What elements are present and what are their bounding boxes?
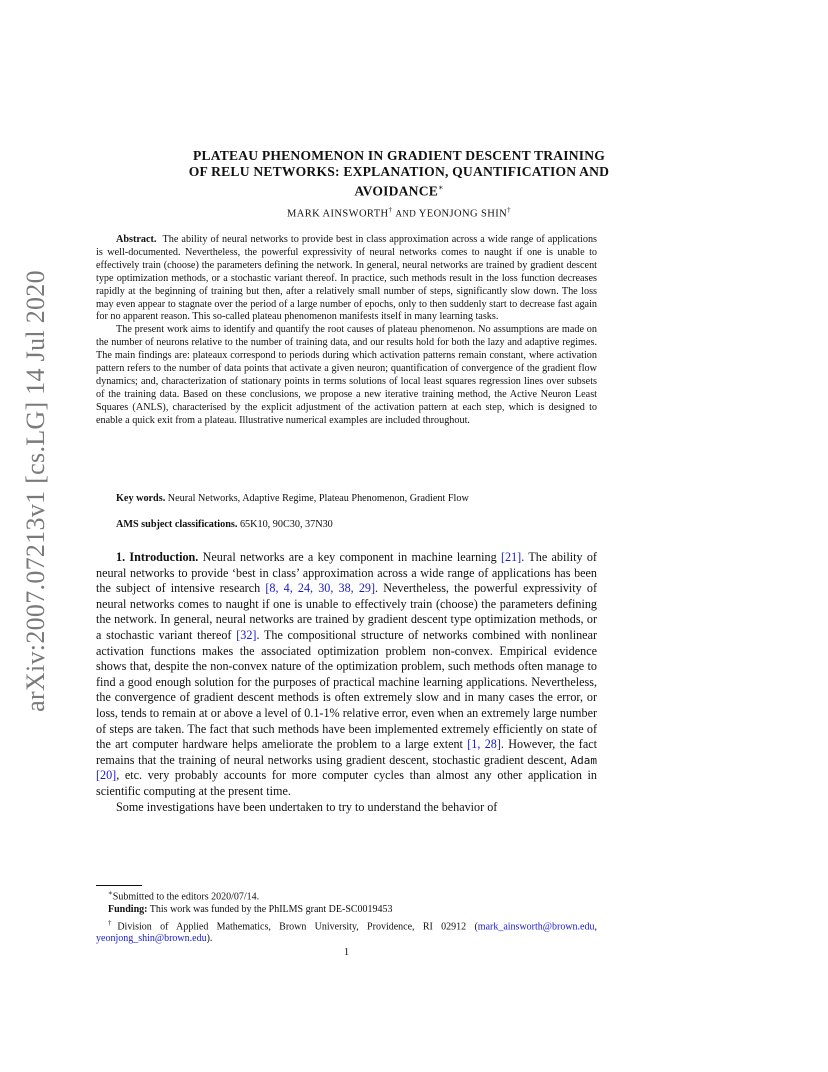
- page-number: 1: [343, 947, 350, 958]
- abstract: [96, 234, 597, 428]
- abstract-text-1: The ability of neural networks to provide best in class approximation across a wide range of applications is well-documented. Nevertheless, the powerful expressivity of neural networks comes to naught if one is unable to effectively train (choose) the parameters defining the network. In general, neural networks are trained by gradient descent type optimization methods, or a stochastic variant thereof. In practice, such methods result in the loss function decreases rapidly at the beginning of training but then, after a relatively small number of steps, significantly slow down. The loss may even appear to stagnate over the period of a large number of epochs, only to then suddenly start to decrease fast again for no apparent reason. This so-called plateau phenomenon manifests itself in many learning tasks.: [96, 234, 598, 323]
- abstract-paragraph-1: [96, 234, 597, 324]
- intro-paragraph-2: Some investigations have been undertaken to try to understand the behavior of: [116, 799, 498, 814]
- intro-text-2: . The ability of neural networks to provide ‘best in class’ approximation across a wide range of applications has been the subject of intensive research: [96, 550, 597, 596]
- footnote-rule: [96, 885, 142, 886]
- arxiv-stamp-text: arXiv:2007.07213v1 [cs.LG] 14 Jul 2020: [21, 270, 50, 712]
- footnote-funding: [96, 904, 597, 917]
- title-footnote-mark[interactable]: ∗: [437, 183, 444, 192]
- footnote-2-mark: †: [108, 918, 118, 927]
- intro-text-4: . The compositional structure of networks combined with nonlinear activation functions makes the associated optimization problem non-convex. Empirical evidence shows that, despite the non-convex nature of the optimization problem, such methods often manage to find a good enough solution for the purposes of practical machine learning applications. Nevertheless, the convergence of gradient descent methods is often extremely slow and in many cases the error, or loss, tends to remain at or above a level of 0.1-1% relative error, even when an extremely large number of steps are taken. The fact that such methods have been implemented extremely efficiently on state of the art computer hardware helps ameliorate the problem to a large extent: [96, 627, 597, 752]
- citation-32[interactable]: [32]: [236, 627, 257, 642]
- paper-title: [100, 148, 698, 200]
- authors: [100, 206, 698, 220]
- footnote-1-text: Submitted to the editors 2020/07/14.: [112, 891, 260, 903]
- footnote-affiliation: †Division of Applied Mathematics, Brown University, Providence, RI 02912 (mark_ainsworth@brown.edu, yeonjong_shin@brown.edu).: [96, 918, 597, 945]
- intro-text-6: , etc. very probably accounts for more computer cycles than almost any other application in scientific computing at the present time.: [96, 768, 597, 798]
- abstract-label: Abstract.: [116, 234, 157, 245]
- authors-and: AND: [395, 208, 417, 219]
- citation-1-28[interactable]: [1, 28]: [467, 737, 501, 752]
- section-heading: 1. Introduction.: [116, 550, 199, 564]
- title-line-1: PLATEAU PHENOMENON IN GRADIENT DESCENT TRAINING: [192, 148, 606, 163]
- citation-list[interactable]: [8, 4, 24, 30, 38, 29]: [265, 581, 376, 596]
- keywords-label: Key words.: [116, 493, 166, 504]
- ams-classifications: [96, 518, 597, 531]
- arxiv-stamp: [14, 270, 58, 712]
- introduction-section: [96, 550, 597, 815]
- funding-label: Funding:: [108, 903, 148, 915]
- intro-paragraph-1: [96, 550, 597, 800]
- affiliation-text: Division of Applied Mathematics, Brown University, Providence, RI 02912: [117, 920, 467, 932]
- title-line-3-text: AVOIDANCE: [354, 183, 438, 199]
- author-1: MARK AINSWORTH: [286, 208, 389, 220]
- abstract-paragraph-2: The present work aims to identify and quantify the root causes of plateau phenomenon. No assumptions are made on the number of neurons relative to the number of training data, and our results hold for both the lazy and adaptive regimes. The main findings are: plateaux correspond to periods during which activation patterns remain constant, where activation pattern refers to the number of data points that activate a given neuron; quantification of convergence of the gradient flow dynamics; and, characterization of stationary points in terms solutions of local least squares regression lines over subsets of the training data. Based on these conclusions, we propose a new iterative training method, the Active Neuron Least Squares (ANLS), characterised by the explicit adjustment of the activation pattern at each step, which is designed to enable a quick exit from a plateau. Illustrative numerical examples are included throughout.: [96, 324, 597, 426]
- author-1-mark[interactable]: †: [388, 206, 393, 214]
- keywords: [96, 492, 597, 505]
- footnote-submitted: [96, 887, 597, 904]
- ams-label: AMS subject classifications.: [116, 519, 238, 530]
- keywords-text: Neural Networks, Adaptive Regime, Plateau Phenomenon, Gradient Flow: [167, 493, 469, 504]
- email-link-2[interactable]: yeonjong_shin@brown.edu: [96, 933, 207, 945]
- author-2-mark[interactable]: †: [507, 206, 512, 214]
- intro-text-1: Neural networks are a key component in machine learning: [202, 550, 497, 564]
- citation-21[interactable]: [21]: [501, 550, 522, 564]
- footnotes: [96, 887, 597, 946]
- intro-text-3: . Nevertheless, the powerful expressivity of neural networks comes to naught if one is unable to effectively train (choose) the parameters defining the network. In general, neural networks are trained by gradient descent type optimization methods, or a stochastic variant thereof: [96, 581, 597, 642]
- author-2: YEONJONG SHIN: [418, 208, 508, 220]
- citation-20[interactable]: [20]: [96, 768, 117, 783]
- email-link-1[interactable]: mark_ainsworth@brown.edu: [477, 920, 595, 932]
- title-line-2: OF RELU NETWORKS: EXPLANATION, QUANTIFICATION AND: [188, 164, 610, 179]
- ams-text: 65K10, 90C30, 37N30: [239, 519, 333, 530]
- intro-text-5: . However, the fact remains that the training of neural networks using gradient descent, stochastic gradient descent,: [96, 737, 598, 767]
- footnote-1-mark: ∗: [108, 889, 113, 897]
- adam-code: Adam: [570, 753, 597, 767]
- title-line-3: [100, 180, 698, 200]
- funding-text: This work was funded by the PhILMS grant DE-SC0019453: [149, 903, 393, 915]
